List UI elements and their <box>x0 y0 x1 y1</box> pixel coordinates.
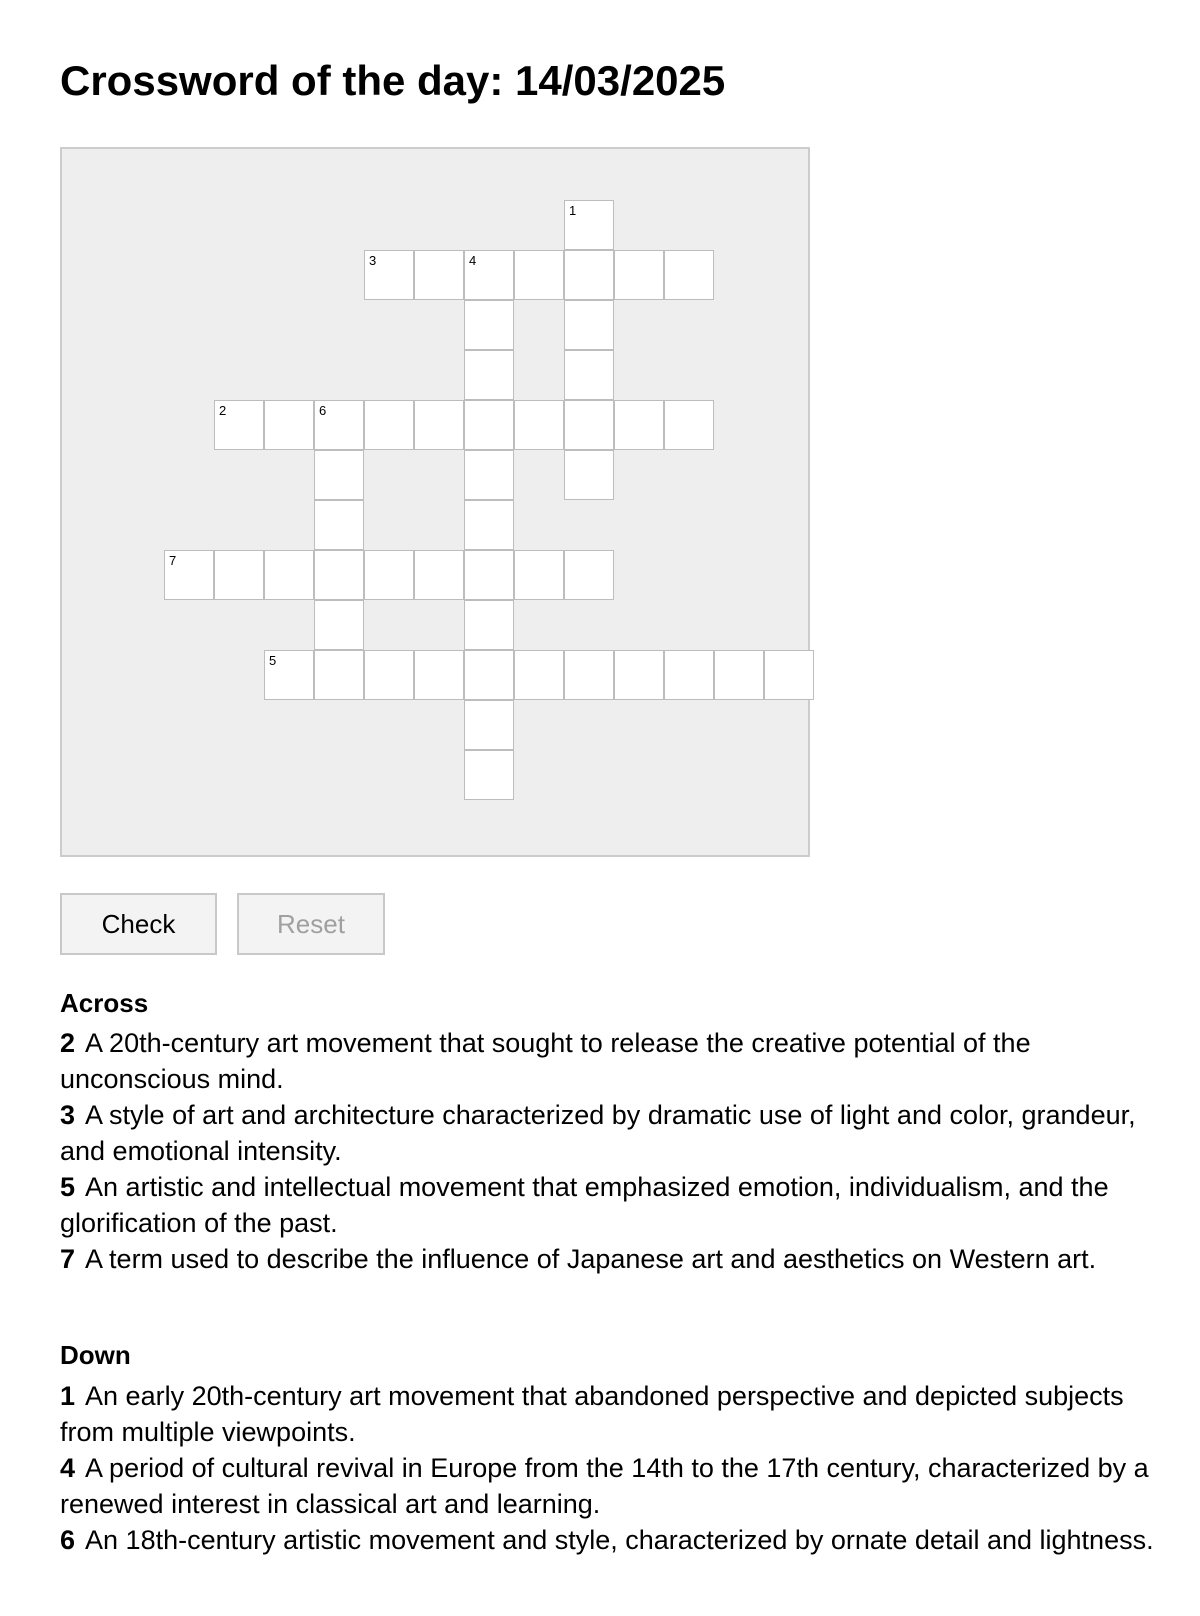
cell-input[interactable] <box>465 251 513 299</box>
grid-cell <box>314 650 364 700</box>
cell-input[interactable] <box>615 251 663 299</box>
clue-number: 1 <box>60 1381 76 1411</box>
across-clue-list <box>60 1025 1160 1277</box>
cell-input[interactable] <box>765 651 813 699</box>
cell-input[interactable] <box>665 651 713 699</box>
cell-input[interactable] <box>615 651 663 699</box>
cell-input[interactable] <box>315 451 363 499</box>
cell-input[interactable] <box>565 251 613 299</box>
clue-item <box>60 1378 1160 1450</box>
grid-cell <box>164 550 214 600</box>
cell-input[interactable] <box>565 201 613 249</box>
clue-number: 5 <box>60 1172 76 1202</box>
grid-cell <box>614 250 664 300</box>
clue-number: 2 <box>60 1028 76 1058</box>
grid-cell <box>714 650 764 700</box>
grid-cell <box>664 250 714 300</box>
grid-cell <box>464 600 514 650</box>
grid-cell <box>614 400 664 450</box>
grid-cell <box>464 400 514 450</box>
grid-cell <box>464 650 514 700</box>
grid-cell <box>564 550 614 600</box>
cell-input[interactable] <box>465 551 513 599</box>
cell-number: 4 <box>469 253 477 268</box>
reset-button[interactable]: Reset <box>237 893 385 955</box>
clue-item <box>60 1450 1160 1522</box>
grid-cell <box>464 450 514 500</box>
grid-cell <box>364 550 414 600</box>
grid-cell <box>264 550 314 600</box>
grid-cell <box>464 250 514 300</box>
cell-input[interactable] <box>715 651 763 699</box>
cell-input[interactable] <box>265 551 313 599</box>
grid-cell <box>314 500 364 550</box>
across-heading: Across <box>60 988 149 1018</box>
clue-item <box>60 1241 1160 1277</box>
cell-number: 2 <box>219 403 227 418</box>
cell-input[interactable] <box>165 551 213 599</box>
clue-item <box>60 1522 1160 1558</box>
grid-cell <box>264 650 314 700</box>
cell-input[interactable] <box>315 551 363 599</box>
cell-input[interactable] <box>265 651 313 699</box>
cell-input[interactable] <box>565 401 613 449</box>
cell-input[interactable] <box>515 551 563 599</box>
grid-cell <box>314 400 364 450</box>
cell-number: 3 <box>369 253 377 268</box>
grid-cell <box>364 650 414 700</box>
cell-input[interactable] <box>665 251 713 299</box>
clue-text: An early 20th-century art movement that abandoned perspective and depicted subjects from multiple viewpoints. <box>60 1381 1124 1447</box>
cell-number: 1 <box>569 203 577 218</box>
cell-input[interactable] <box>465 651 513 699</box>
grid-cell <box>514 550 564 600</box>
grid-cell <box>564 250 614 300</box>
down-heading: Down <box>60 1340 131 1370</box>
cell-input[interactable] <box>565 301 613 349</box>
grid-cell <box>514 400 564 450</box>
cell-input[interactable] <box>315 651 363 699</box>
cell-input[interactable] <box>515 251 563 299</box>
grid-cell <box>414 650 464 700</box>
grid-cell <box>464 300 514 350</box>
cell-input[interactable] <box>515 401 563 449</box>
grid-cell <box>564 400 614 450</box>
grid-cell <box>564 450 614 500</box>
cell-input[interactable] <box>315 401 363 449</box>
cell-input[interactable] <box>465 751 513 799</box>
cell-input[interactable] <box>465 501 513 549</box>
check-button[interactable]: Check <box>60 893 217 955</box>
cell-input[interactable] <box>365 551 413 599</box>
grid-cell <box>264 400 314 450</box>
crossword-board <box>60 147 810 857</box>
cell-input[interactable] <box>565 651 613 699</box>
clue-number: 7 <box>60 1244 76 1274</box>
grid-cell <box>414 250 464 300</box>
cell-input[interactable] <box>315 501 363 549</box>
cell-input[interactable] <box>415 651 463 699</box>
grid-cell <box>314 550 364 600</box>
cell-input[interactable] <box>565 451 613 499</box>
grid-cell <box>664 650 714 700</box>
page-title: Crossword of the day: 14/03/2025 <box>60 57 726 104</box>
clue-item <box>60 1025 1160 1097</box>
cell-number: 5 <box>269 653 277 668</box>
cell-input[interactable] <box>465 701 513 749</box>
cell-input[interactable] <box>565 351 613 399</box>
cell-input[interactable] <box>465 401 513 449</box>
grid-cell <box>564 650 614 700</box>
clue-number: 4 <box>60 1453 76 1483</box>
cell-input[interactable] <box>265 401 313 449</box>
cell-input[interactable] <box>465 601 513 649</box>
grid-cell <box>214 400 264 450</box>
clue-text: A 20th-century art movement that sought to release the creative potential of the unconscious mind. <box>60 1028 1031 1094</box>
clue-number: 3 <box>60 1100 76 1130</box>
cell-input[interactable] <box>415 401 463 449</box>
cell-input[interactable] <box>415 251 463 299</box>
grid-cell <box>764 650 814 700</box>
cell-input[interactable] <box>365 401 413 449</box>
grid-cell <box>564 200 614 250</box>
grid-cell <box>314 450 364 500</box>
cell-number: 7 <box>169 553 177 568</box>
grid-cell <box>414 550 464 600</box>
clue-text: A style of art and architecture characterized by dramatic use of light and color, grandeur, and emotional intensity. <box>60 1100 1136 1166</box>
clue-number: 6 <box>60 1525 76 1555</box>
clue-text: A period of cultural revival in Europe from the 14th to the 17th century, characterized by a renewed interest in classical art and learning. <box>60 1453 1149 1519</box>
grid-cell <box>464 350 514 400</box>
cell-input[interactable] <box>465 351 513 399</box>
cell-input[interactable] <box>215 551 263 599</box>
grid-cell <box>664 400 714 450</box>
grid-cell <box>364 250 414 300</box>
cell-input[interactable] <box>365 251 413 299</box>
cell-input[interactable] <box>515 651 563 699</box>
cell-input[interactable] <box>665 401 713 449</box>
grid-cell <box>514 650 564 700</box>
grid-cell <box>414 400 464 450</box>
cell-input[interactable] <box>315 601 363 649</box>
grid-cell <box>314 600 364 650</box>
grid-cell <box>214 550 264 600</box>
grid-cell <box>564 350 614 400</box>
cell-input[interactable] <box>615 401 663 449</box>
cell-number: 6 <box>319 403 327 418</box>
cell-input[interactable] <box>465 301 513 349</box>
grid-cell <box>514 250 564 300</box>
cell-input[interactable] <box>415 551 463 599</box>
grid-cell <box>564 300 614 350</box>
clue-item <box>60 1169 1160 1241</box>
clue-text: An artistic and intellectual movement that emphasized emotion, individualism, and the glorification of the past. <box>60 1172 1109 1238</box>
grid-cell <box>464 500 514 550</box>
clue-item <box>60 1097 1160 1169</box>
cell-input[interactable] <box>465 451 513 499</box>
grid-cell <box>464 550 514 600</box>
down-clue-list <box>60 1378 1160 1558</box>
cell-input[interactable] <box>565 551 613 599</box>
clue-text: A term used to describe the influence of Japanese art and aesthetics on Western art. <box>85 1244 1097 1274</box>
grid-cell <box>614 650 664 700</box>
grid-cell <box>364 400 414 450</box>
cell-input[interactable] <box>365 651 413 699</box>
cell-input[interactable] <box>215 401 263 449</box>
grid-cell <box>464 700 514 750</box>
grid-cell <box>464 750 514 800</box>
clue-text: An 18th-century artistic movement and style, characterized by ornate detail and lightness. <box>85 1525 1154 1555</box>
